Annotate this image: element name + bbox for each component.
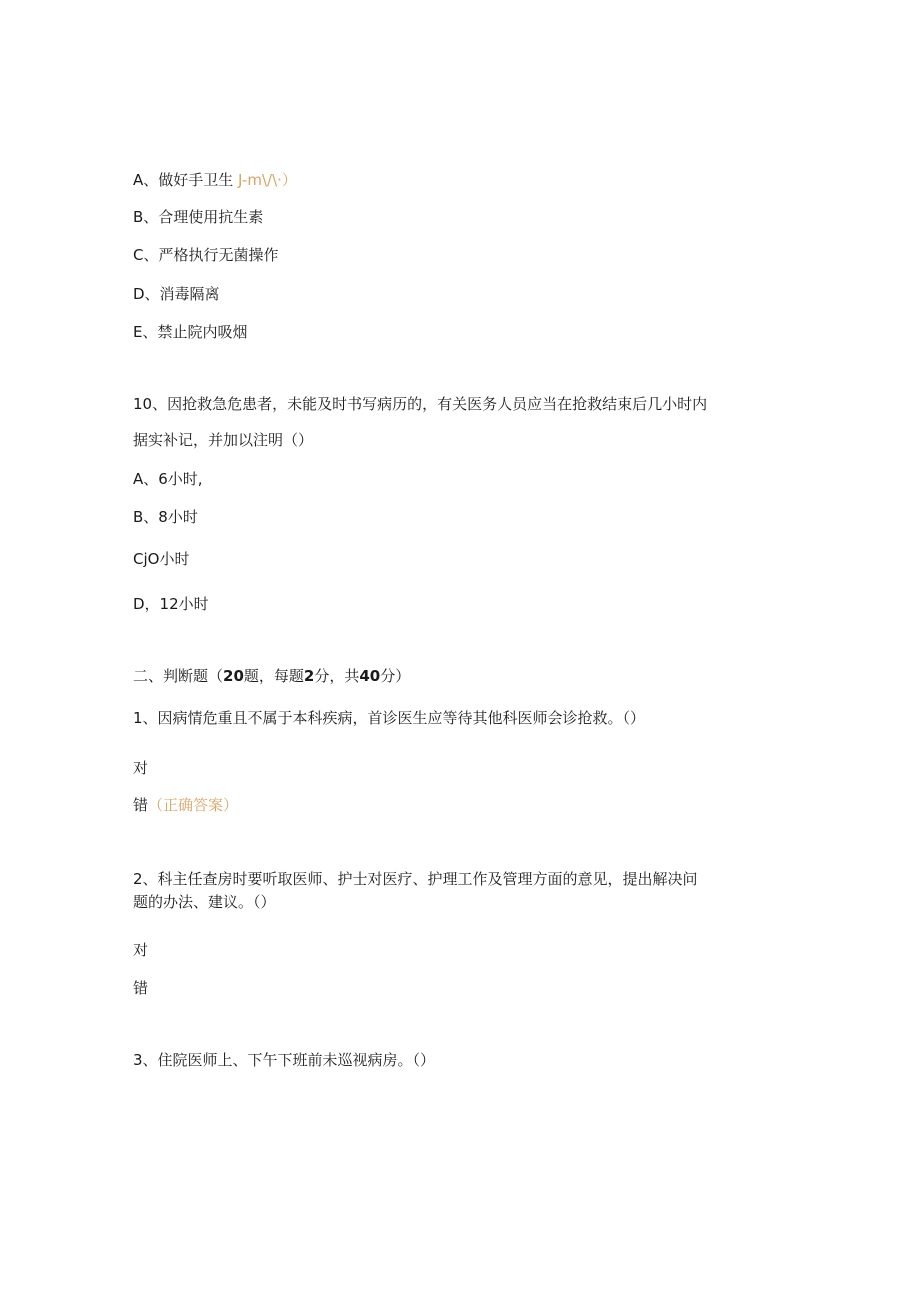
tf-question-2-stem-line1: 2、科主任查房时要听取医师、护士对医疗、护理工作及管理方面的意见，提出解决问 — [133, 870, 698, 888]
tf1-option-true[interactable] — [133, 758, 148, 778]
option-a-text: A、做好手卫生 — [133, 171, 234, 189]
tf-question-3-stem: 3、住院医师上、下午下班前未巡视病房。（） — [133, 1051, 436, 1069]
q10-option-b-text: B、8小时 — [133, 508, 198, 526]
tf2-option-false[interactable] — [133, 978, 148, 998]
q10-option-c[interactable] — [133, 549, 189, 569]
option-a[interactable] — [133, 170, 297, 190]
option-d-text: D、消毒隔离 — [133, 285, 220, 303]
option-a-note: J-m\/\·） — [238, 171, 297, 189]
q10-option-d-text: D，12小时 — [133, 595, 209, 613]
tf-question-2-stem-line2: 题的办法、建议。（） — [133, 893, 276, 911]
option-b[interactable] — [133, 207, 263, 227]
section-heading-true-false — [133, 666, 410, 686]
tf1-option-true-label: 对 — [133, 759, 149, 777]
section-mid1: 题，每题 — [243, 667, 304, 685]
tf1-option-false-label: 错 — [133, 796, 149, 814]
section-suffix: 分） — [380, 667, 411, 685]
q10-option-d[interactable] — [133, 594, 209, 614]
section-points-each: 2 — [303, 667, 315, 685]
section-question-count: 20 — [223, 667, 244, 685]
section-total-points: 40 — [359, 667, 381, 685]
option-c[interactable] — [133, 245, 278, 265]
option-e[interactable] — [133, 322, 247, 342]
q10-option-a[interactable] — [133, 469, 203, 489]
section-prefix: 二、判断题（ — [133, 667, 224, 685]
q10-option-b[interactable] — [133, 507, 198, 527]
q10-option-a-text: A、6小时, — [133, 470, 203, 488]
tf-question-1-stem: 1、因病情危重且不属于本科疾病，首诊医生应等待其他科医师会诊抢救。（） — [133, 709, 646, 727]
tf2-option-true-label: 对 — [133, 941, 149, 959]
option-c-text: C、严格执行无菌操作 — [133, 246, 279, 264]
tf1-answer-note: （正确答案） — [148, 796, 239, 814]
option-b-text: B、合理使用抗生素 — [133, 208, 264, 226]
option-d[interactable] — [133, 284, 220, 304]
section-mid2: 分，共 — [314, 667, 360, 685]
option-e-text: E、禁止院内吸烟 — [133, 323, 248, 341]
question-10-stem-line1: 10、因抢救急危患者，未能及时书写病历的，有关医务人员应当在抢救结束后几小时内 — [133, 395, 708, 413]
tf1-option-false[interactable] — [133, 795, 238, 815]
q10-option-c-text: CjO小时 — [133, 550, 190, 568]
tf2-option-false-label: 错 — [133, 979, 149, 997]
question-10-stem-line2: 据实补记，并加以注明（） — [133, 431, 314, 449]
tf2-option-true[interactable] — [133, 940, 148, 960]
